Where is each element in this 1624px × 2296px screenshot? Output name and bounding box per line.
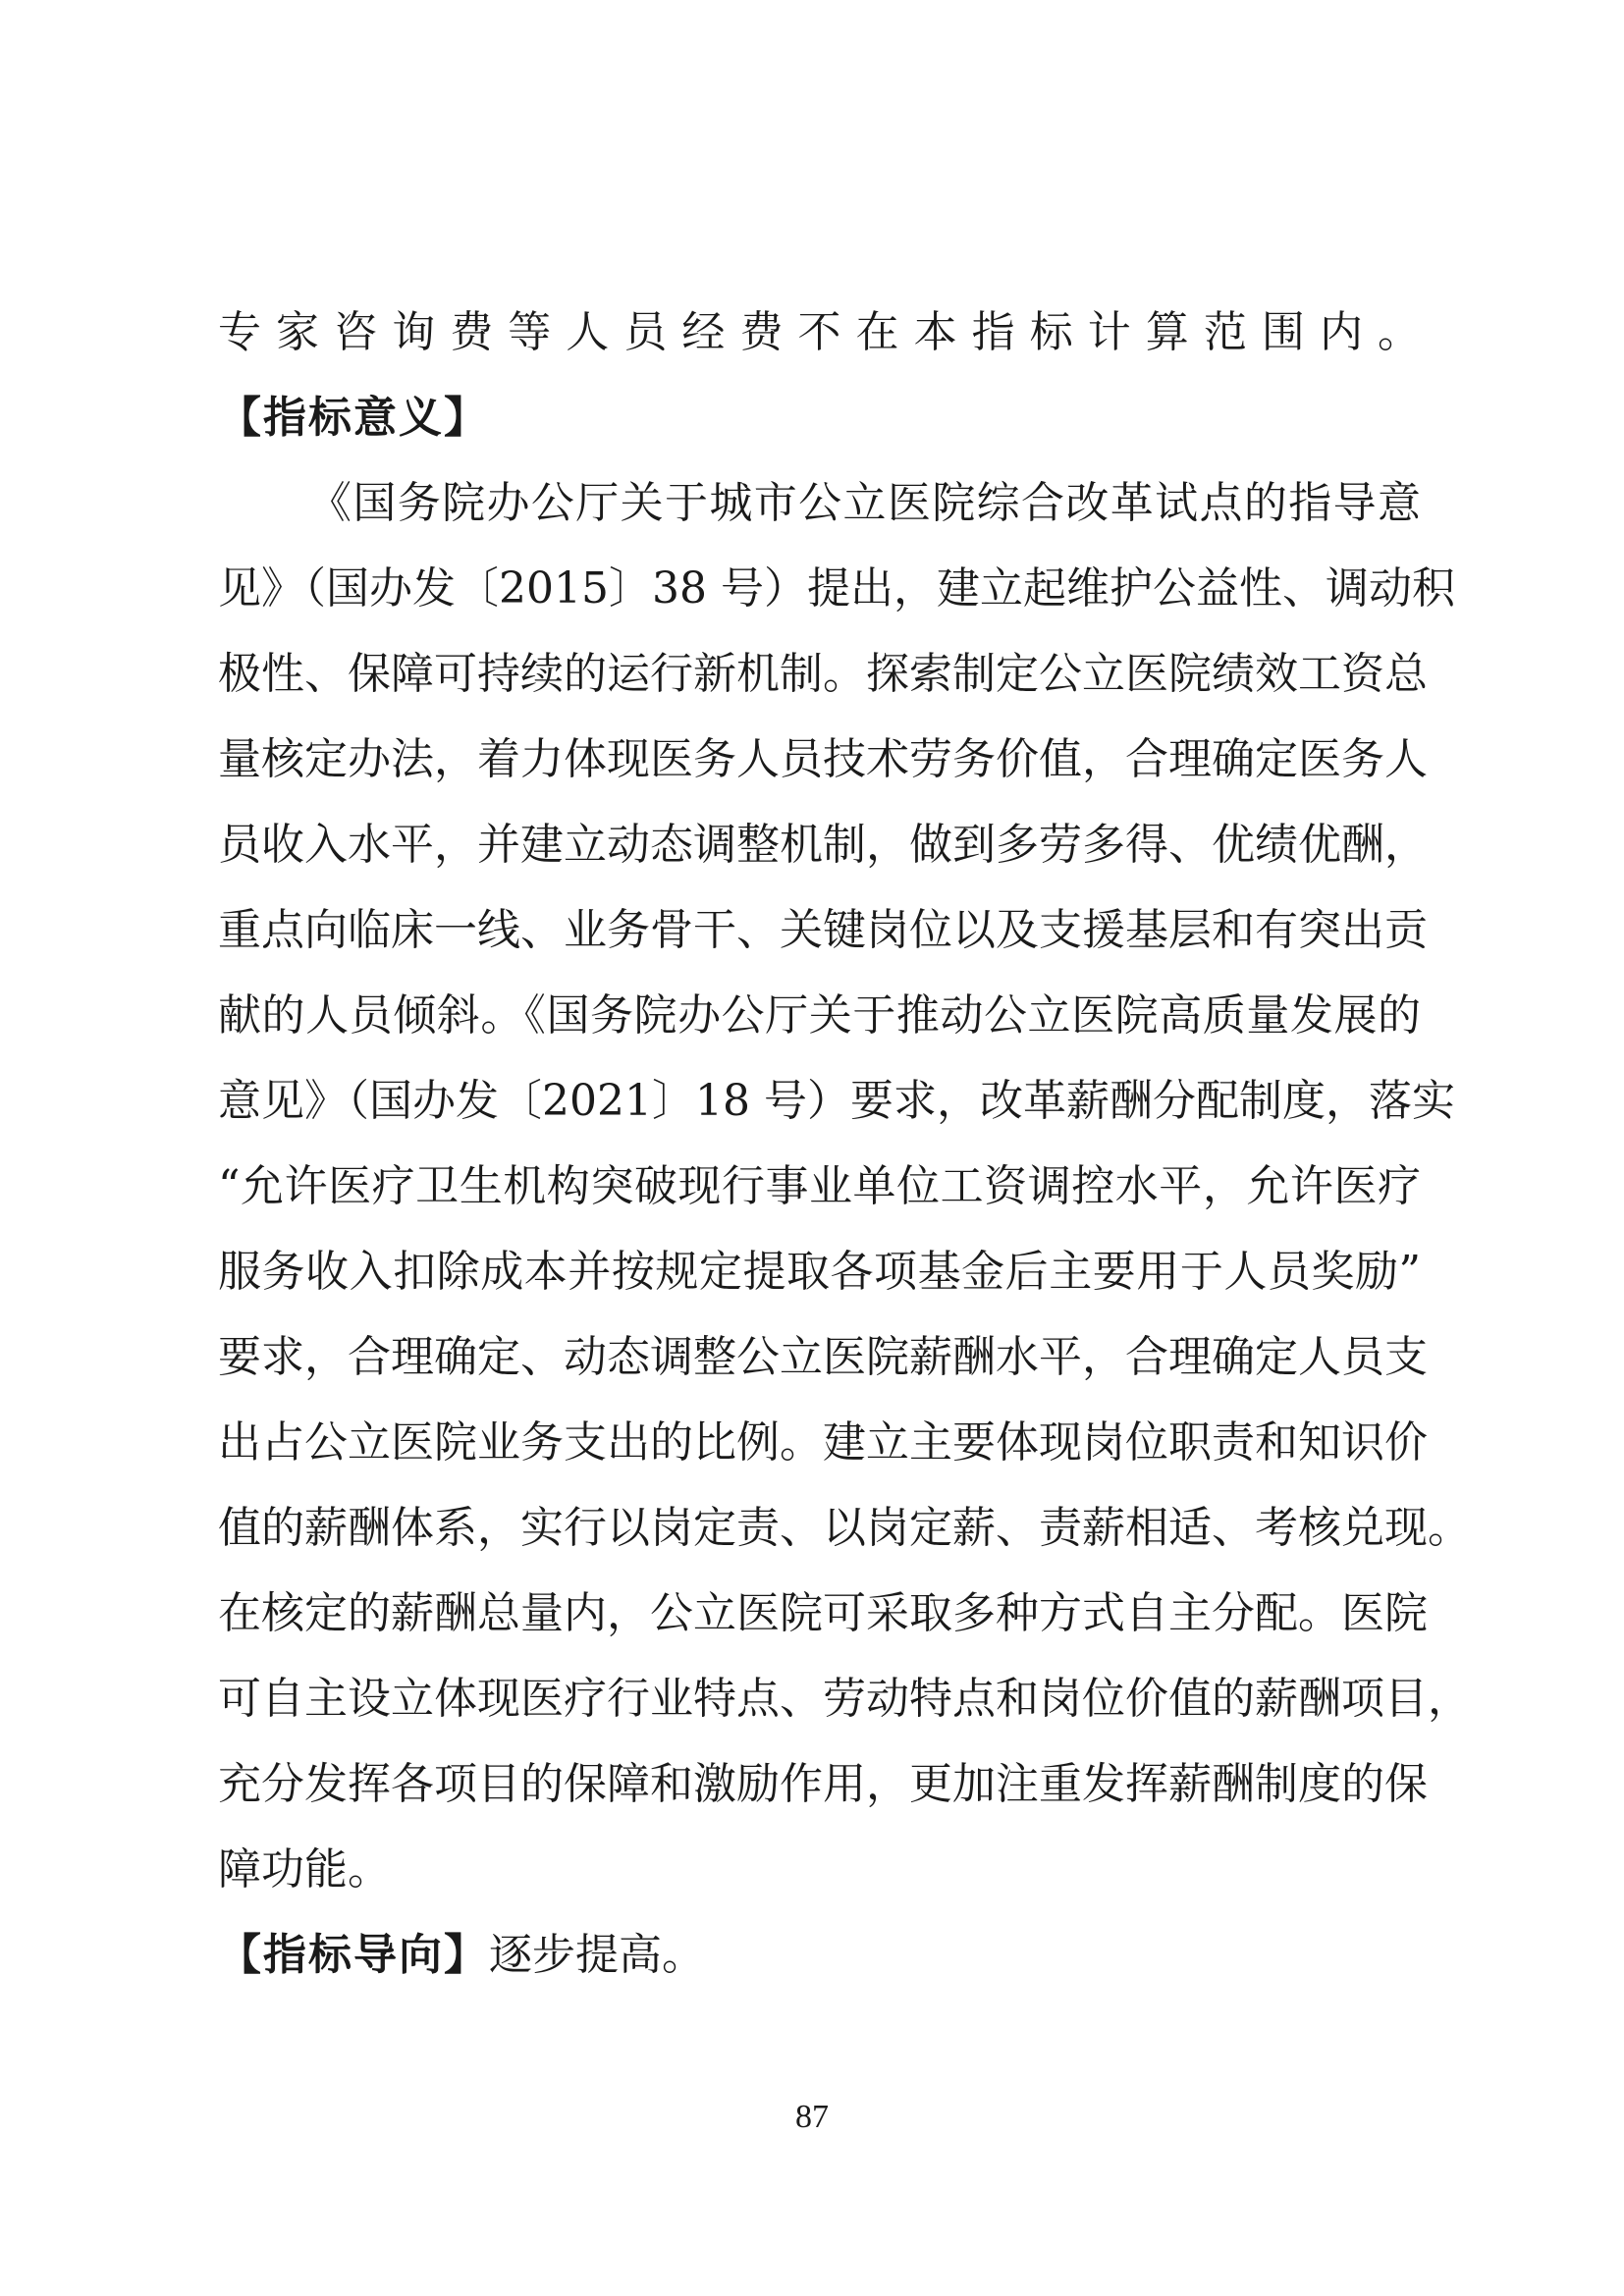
page-number: 87 [795, 2099, 829, 2135]
paragraph-line: 极性、保障可持续的运行新机制。探索制定公立医院绩效工资总 [218, 649, 1428, 699]
paragraph-line: 意见》（国办发〔2021〕18 号）要求，改革薪酬分配制度，落实 [218, 1076, 1455, 1126]
paragraph-line: 献的人员倾斜。《国务院办公厅关于推动公立医院高质量发展的 [218, 990, 1421, 1041]
paragraph-line: 值的薪酬体系，实行以岗定责、以岗定薪、责薪相适、考核兑现。 [218, 1503, 1471, 1553]
direction-line [218, 1912, 1421, 1998]
paragraph-line: 在核定的薪酬总量内，公立医院可采取多种方式自主分配。医院 [218, 1588, 1428, 1638]
direction-text: 逐步提高。 [489, 1930, 705, 1980]
direction-heading: 【指标导向】 [218, 1930, 489, 1980]
significance-heading: 【指标意义】 [218, 393, 489, 443]
paragraph-line: 《国务院办公厅关于城市公立医院综合改革试点的指导意 [308, 478, 1421, 528]
paragraph-line: 可自主设立体现医疗行业特点、劳动特点和岗位价值的薪酬项目， [218, 1674, 1471, 1724]
paragraph-line: 要求，合理确定、动态调整公立医院薪酬水平，合理确定人员支 [218, 1332, 1428, 1382]
paragraph-line: 充分发挥各项目的保障和激励作用，更加注重发挥薪酬制度的保 [218, 1759, 1428, 1809]
paragraph-line: 见》（国办发〔2015〕38 号）提出，建立起维护公益性、调动积 [218, 563, 1455, 614]
paragraph-line: 重点向临床一线、业务骨干、关键岗位以及支援基层和有突出贡 [218, 905, 1428, 955]
significance-paragraph [218, 460, 1471, 1912]
paragraph-line: 出占公立医院业务支出的比例。建立主要体现岗位职责和知识价 [218, 1417, 1428, 1468]
paragraph-line: 障功能。 [218, 1844, 391, 1895]
paragraph-line: “允许医疗卫生机构突破现行事业单位工资调控水平，允许医疗 [218, 1161, 1421, 1211]
paragraph-line: 服务收入扣除成本并按规定提取各项基金后主要用于人员奖励” [218, 1247, 1421, 1297]
paragraph-line: 量核定办法，着力体现医务人员技术劳务价值，合理确定医务人 [218, 734, 1428, 784]
paragraph-line: 员收入水平，并建立动态调整机制，做到多劳多得、优绩优酬， [218, 820, 1428, 870]
body-text [218, 290, 1471, 1998]
continuation-line: 专家咨询费等人员经费不在本指标计算范围内。 [218, 307, 1421, 357]
